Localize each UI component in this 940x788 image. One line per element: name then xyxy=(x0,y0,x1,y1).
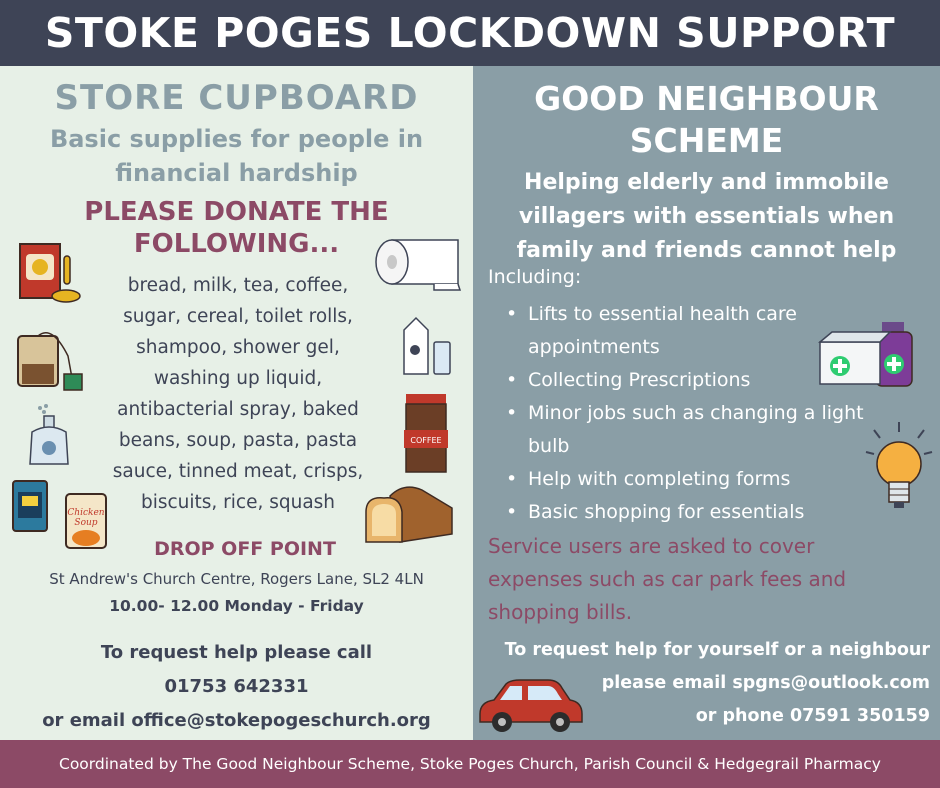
list-item: biscuits, rice, squash xyxy=(140,492,336,513)
soup-can-icon xyxy=(62,490,110,552)
list-item: • Minor jobs such as changing a light bulb xyxy=(506,397,866,463)
neighbour-request-label: To request help for yourself or a neighbour xyxy=(504,640,930,660)
good-neighbour-title-line2: SCHEME xyxy=(629,121,784,160)
subtitle-line: villagers with essentials when xyxy=(518,204,895,229)
footer-credits: Coordinated by The Good Neighbour Scheme, Stoke Poges Church, Parish Council & Hedgegrail Pharmacy xyxy=(0,740,940,788)
coffee-jar-icon xyxy=(400,390,452,476)
good-neighbour-subtitle xyxy=(478,166,935,268)
drop-off-address: St Andrew's Church Centre, Rogers Lane, SL2 4LN xyxy=(49,570,424,588)
drop-off-title: DROP OFF POINT xyxy=(154,538,336,560)
baked-beans-can-icon xyxy=(10,478,50,534)
list-item: sugar, cereal, toilet rolls, xyxy=(123,306,353,327)
list-item: shampoo, shower gel, xyxy=(136,337,340,358)
light-bulb-icon xyxy=(864,420,934,518)
bread-icon xyxy=(360,482,456,546)
drop-off-time: 10.00- 12.00 Monday - Friday xyxy=(109,597,364,615)
list-item: bread, milk, tea, coffee, xyxy=(127,275,349,296)
cereal-box-icon xyxy=(14,238,84,308)
donate-title: PLEASE DONATE THE FOLLOWING... xyxy=(84,197,389,259)
good-neighbour-title-line1: GOOD NEIGHBOUR xyxy=(534,79,879,118)
neighbour-request-phone: or phone 07591 350159 xyxy=(695,706,930,726)
soup-can-label-2: Soup xyxy=(74,518,98,528)
subtitle-line: Helping elderly and immobile xyxy=(524,170,889,195)
list-item: • Collecting Prescriptions xyxy=(506,364,866,397)
service-note: Service users are asked to cover expenses such as car park fees and shopping bills. xyxy=(488,534,847,624)
page-title: STOKE POGES LOCKDOWN SUPPORT xyxy=(0,0,940,66)
request-call-label: To request help please call xyxy=(100,642,373,663)
request-phone: 01753 642331 xyxy=(164,676,309,697)
subtitle-line: family and friends cannot help xyxy=(516,238,897,263)
including-label: Including: xyxy=(488,266,582,288)
tea-bag-icon xyxy=(12,326,92,396)
store-cupboard-title: STORE CUPBOARD xyxy=(54,78,419,118)
list-item: • Help with completing forms xyxy=(506,463,866,496)
milk-carton-icon xyxy=(398,312,456,378)
car-icon xyxy=(474,674,586,736)
list-item: • Basic shopping for essentials xyxy=(506,496,866,529)
donation-items-list xyxy=(88,270,388,518)
toilet-roll-icon xyxy=(372,234,464,292)
soup-can-label-1: Chicken xyxy=(67,508,105,518)
list-item: washing up liquid, xyxy=(153,368,323,389)
coffee-jar-label: COFFEE xyxy=(410,436,442,445)
list-item: beans, soup, pasta, pasta xyxy=(118,430,358,451)
services-list xyxy=(506,298,866,529)
good-neighbour-title xyxy=(473,78,940,162)
medicine-icon xyxy=(818,318,918,390)
store-request-info xyxy=(0,636,473,738)
list-item: antibacterial spray, baked xyxy=(117,399,359,420)
neighbour-request-email: please email spgns@outlook.com xyxy=(601,673,930,693)
request-email: or email office@stokepogeschurch.org xyxy=(42,710,431,731)
list-item: • Lifts to essential health care appointments xyxy=(506,298,866,364)
list-item: sauce, tinned meat, crisps, xyxy=(112,461,364,482)
store-cupboard-subtitle: Basic supplies for people in financial hardship xyxy=(49,125,424,187)
spray-bottle-icon xyxy=(24,402,74,468)
